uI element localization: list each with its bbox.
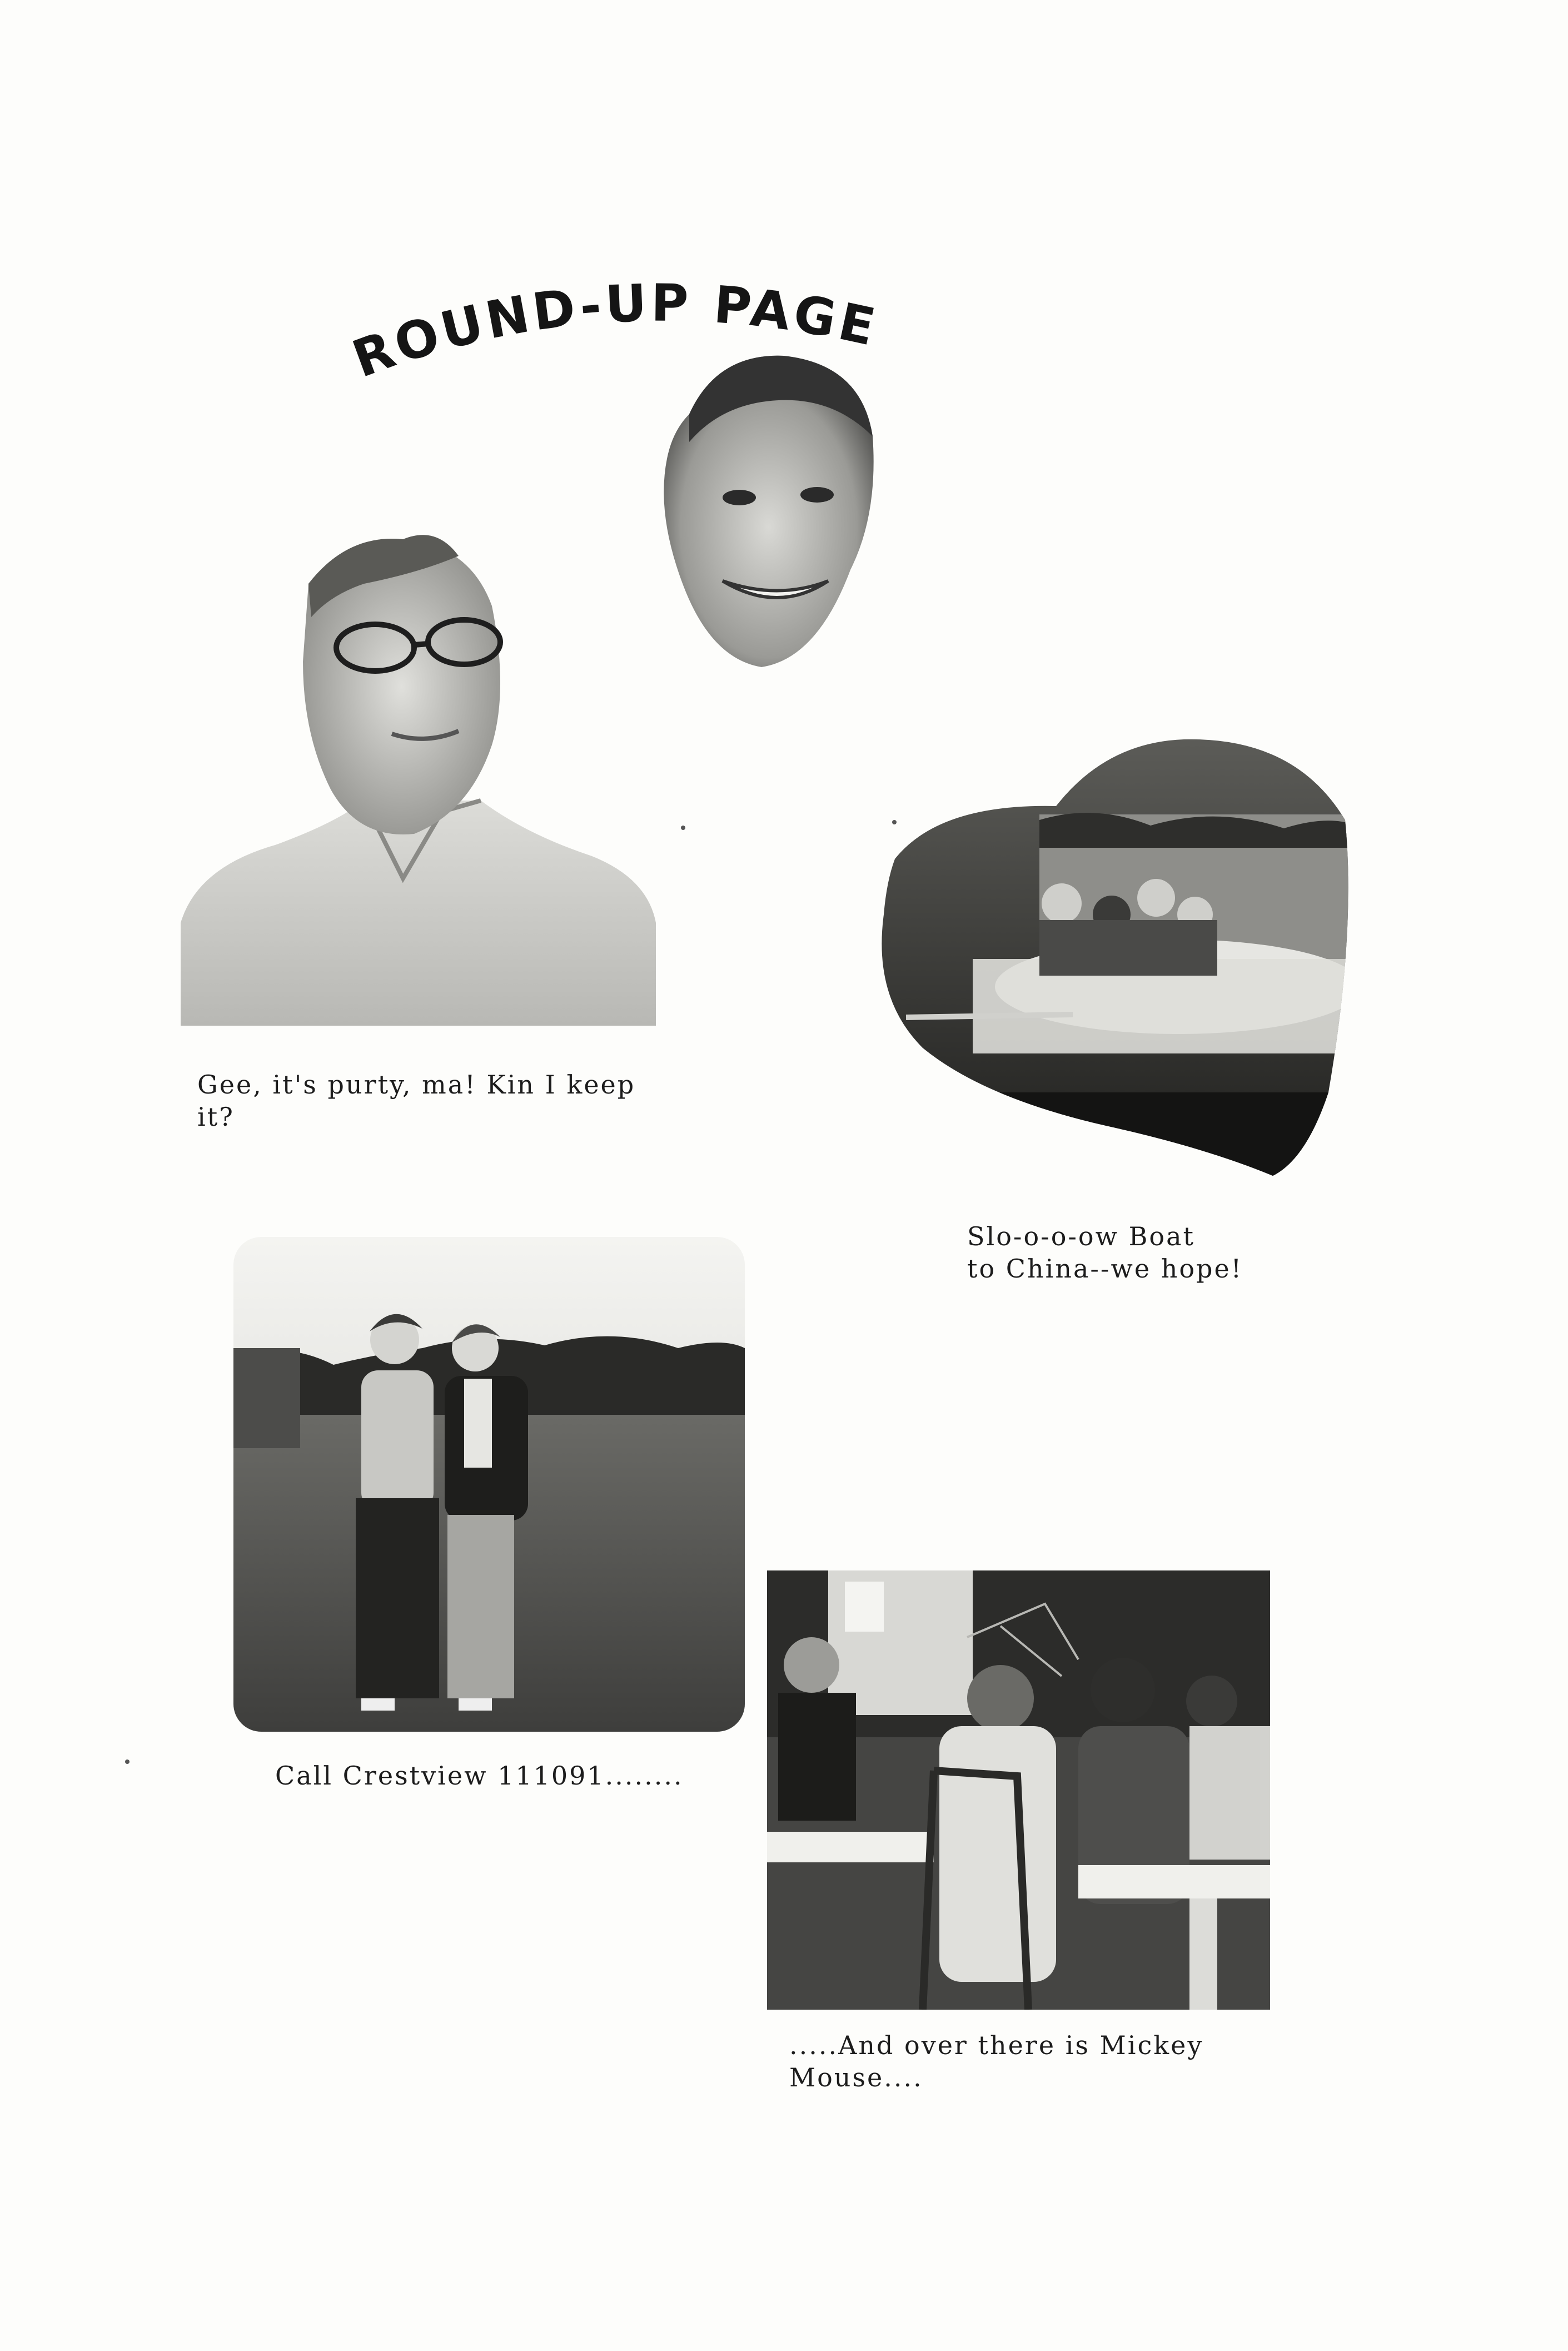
print-speck	[681, 826, 685, 830]
boy-with-glasses-photo	[181, 523, 656, 1026]
page-title-text: ROUND-UP PAGE	[345, 273, 884, 390]
photo-caption	[967, 1220, 1243, 1285]
caption-line: Mouse....	[789, 2062, 923, 2092]
photo-caption	[275, 1759, 684, 1792]
photo-caption	[789, 2029, 1203, 2094]
photo-caption	[197, 1068, 635, 1133]
caption-line: to China--we hope!	[967, 1254, 1243, 1284]
caption-line: it?	[197, 1102, 235, 1132]
print-speck	[125, 1759, 130, 1764]
cutout-face-photo	[650, 347, 884, 675]
print-speck	[892, 820, 897, 824]
classroom-photo	[767, 1570, 1270, 2010]
caption-line: Slo-o-o-ow Boat	[967, 1221, 1196, 1251]
caption-line: Gee, it's purty, ma! Kin I keep	[197, 1070, 636, 1100]
caption-line: .....And over there is Mickey	[789, 2030, 1204, 2060]
two-girls-photo	[233, 1237, 745, 1732]
boat-stage-photo	[873, 737, 1356, 1181]
caption-line: Call Crestview 111091........	[275, 1761, 684, 1791]
